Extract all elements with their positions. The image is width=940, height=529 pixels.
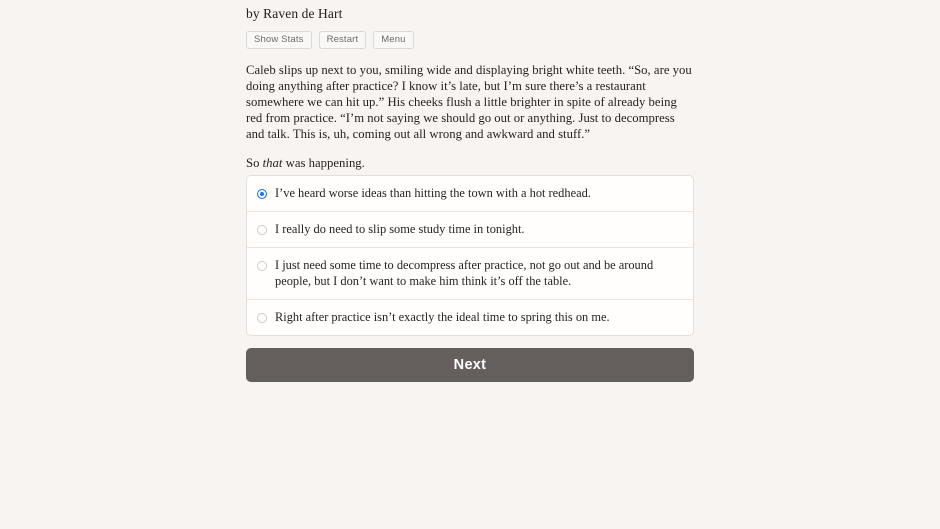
next-button[interactable]: Next bbox=[246, 348, 694, 382]
restart-button[interactable]: Restart bbox=[319, 31, 367, 49]
choice-option-3-label: I just need some time to decompress after practice, not go out and be around people, but I don’t want to make him think it’s off the table. bbox=[275, 257, 654, 288]
menu-button[interactable]: Menu bbox=[373, 31, 413, 49]
choice-option-4[interactable] bbox=[247, 299, 693, 335]
radio-selected-icon[interactable] bbox=[257, 189, 267, 199]
radio-unselected-icon[interactable] bbox=[257, 261, 267, 271]
author-byline: by Raven de Hart bbox=[246, 6, 343, 21]
story-content-column bbox=[246, 0, 694, 382]
story-paragraph-1: Caleb slips up next to you, smiling wide and displaying bright white teeth. “So, are you doing anything after practice? I know it’s late, but I’m sure there’s a restaurant somewhere we can hit up.” His cheeks flush a little brighter in spite of already being red from practice. “I’m not saying we should go out or anything. Just to decompress and talk. This is, uh, coming out all wrong and awkward and stuff.” bbox=[246, 62, 692, 142]
choice-option-1-label: I’ve heard worse ideas than hitting the town with a hot redhead. bbox=[275, 185, 591, 200]
show-stats-button[interactable]: Show Stats bbox=[246, 31, 312, 49]
choice-option-2-label: I really do need to slip some study time in tonight. bbox=[275, 221, 525, 236]
story-paragraph-2-emphasis: that bbox=[262, 156, 283, 171]
choice-option-1[interactable] bbox=[247, 176, 693, 211]
story-text bbox=[246, 62, 694, 172]
choice-option-3[interactable] bbox=[247, 247, 693, 299]
story-paragraph-2 bbox=[246, 155, 694, 171]
radio-unselected-icon[interactable] bbox=[257, 313, 267, 323]
choice-list bbox=[246, 175, 694, 336]
story-paragraph-2-before: So bbox=[246, 156, 263, 171]
choice-option-4-label: Right after practice isn’t exactly the ideal time to spring this on me. bbox=[275, 309, 610, 324]
story-paragraph-2-after: was happening. bbox=[282, 156, 365, 171]
game-toolbar bbox=[246, 31, 694, 49]
choice-option-2[interactable] bbox=[247, 211, 693, 247]
radio-unselected-icon[interactable] bbox=[257, 225, 267, 235]
